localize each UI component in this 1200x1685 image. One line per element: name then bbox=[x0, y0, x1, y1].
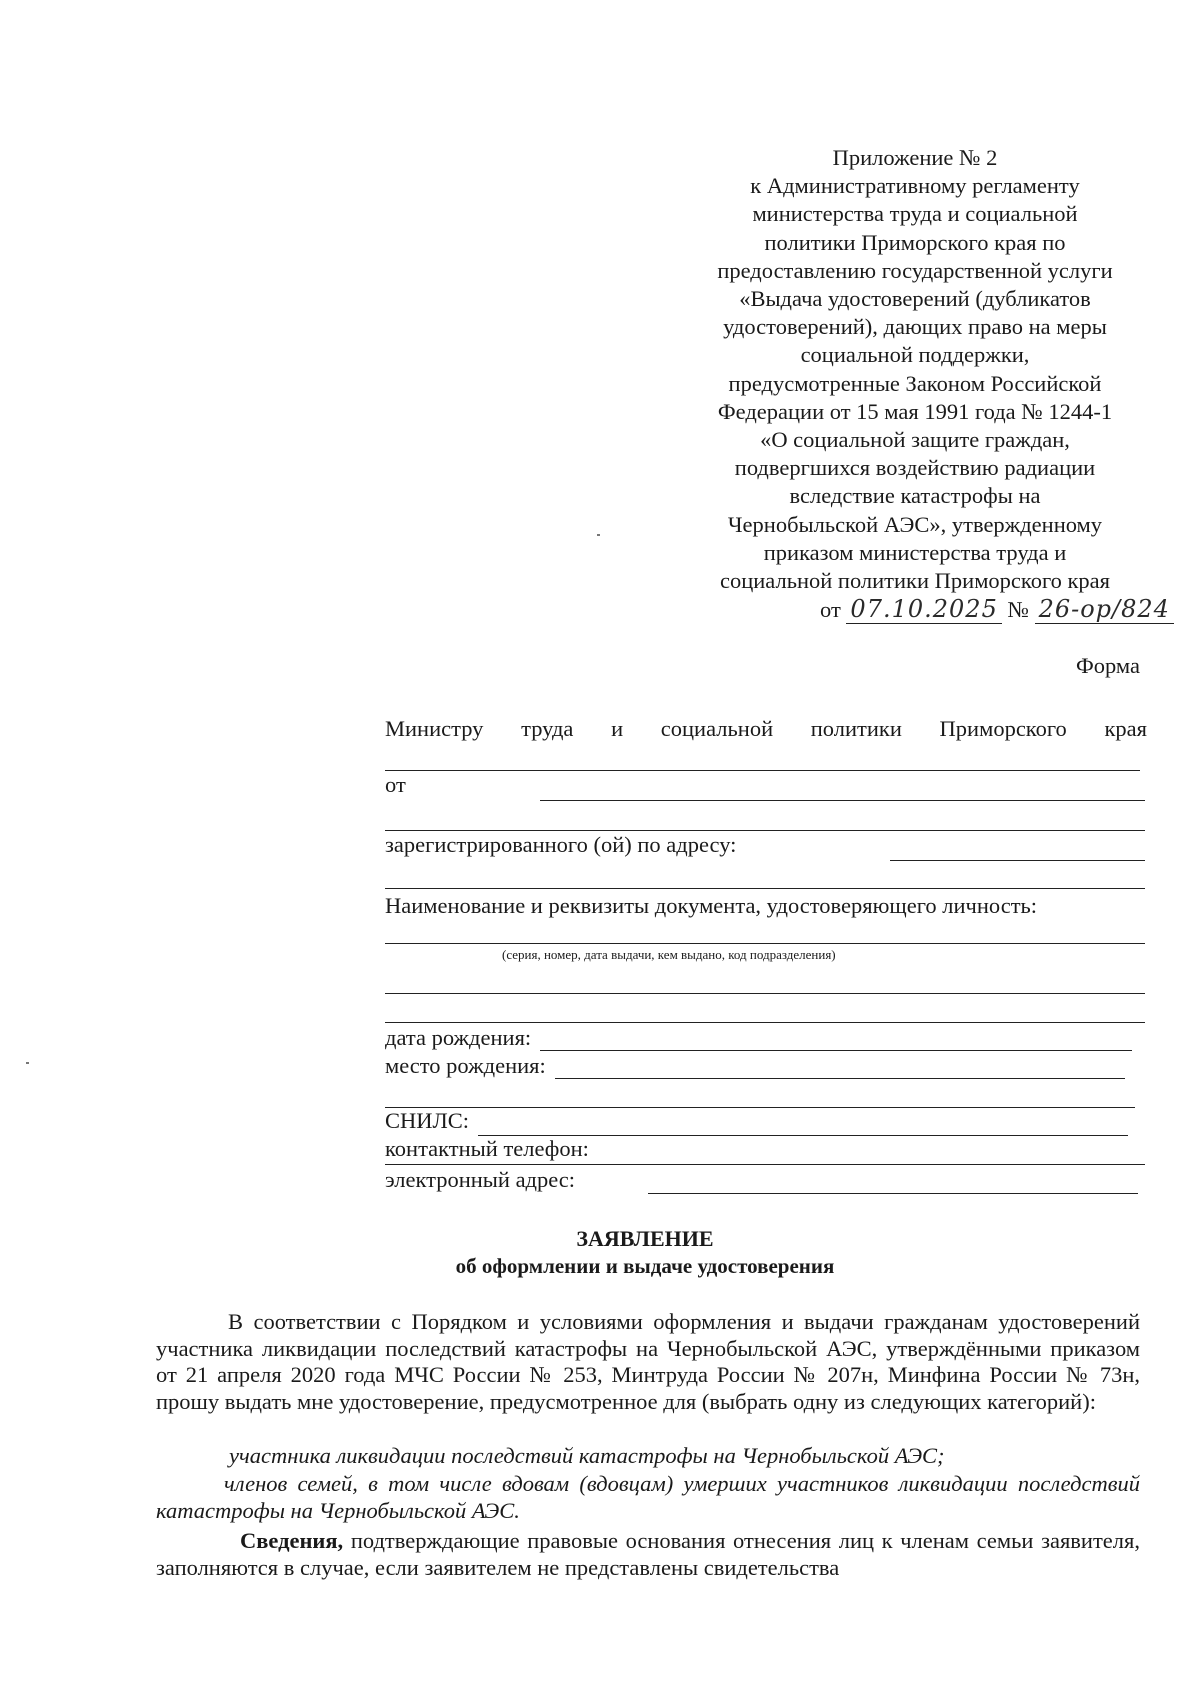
blank-line bbox=[385, 888, 1145, 889]
phone-label: контактный телефон: bbox=[385, 1136, 589, 1161]
annex-line: «О социальной защите граждан, bbox=[760, 427, 1070, 453]
addressee-word: политики bbox=[810, 716, 902, 741]
order-date-number bbox=[690, 595, 1170, 624]
annex-line: предусмотренные Законом Российской bbox=[728, 370, 1102, 396]
statement-title: ЗАЯВЛЕНИЕ bbox=[576, 1226, 714, 1251]
annex-line: Федерации от 15 мая 1991 года № 1244-1 bbox=[717, 398, 1113, 424]
scan-speck bbox=[597, 534, 600, 536]
email-label: электронный адрес: bbox=[385, 1167, 576, 1192]
statement-paragraph: В соответствии с Порядком и условиями оформления и выдачи гражданам удостоверений участника ликвидации последствий катастрофы на Чернобыльской АЭС, утверждёнными приказом от 21 апреля 2020 года МЧС России № 253, Минтруда России № 207н, Минфина России № 73н, прошу выдать мне удостоверение, предусмотренное для (выбрать одну из следующих категорий): bbox=[156, 1309, 1140, 1414]
addressee-word: и bbox=[611, 716, 624, 741]
blank-line bbox=[385, 1107, 1135, 1108]
annex-line: подвергшихся воздействию радиации bbox=[734, 455, 1096, 481]
annex-line: к Административному регламенту bbox=[750, 173, 1080, 199]
statement-subtitle: об оформлении и выдаче удостоверения bbox=[455, 1254, 835, 1278]
addressee-word: Приморского bbox=[939, 716, 1067, 741]
category-option-2: членов семей, в том числе вдовам (вдовцам) умерших участников ликвидации последствий катастрофы на Чернобыльской АЭС. bbox=[156, 1471, 1140, 1523]
birth-date-field[interactable] bbox=[540, 1050, 1132, 1051]
from-label: от bbox=[385, 772, 406, 797]
birth-place-label: место рождения: bbox=[385, 1053, 546, 1078]
addressee-title bbox=[385, 716, 1147, 742]
blank-line bbox=[385, 770, 1140, 771]
handwritten-number: 26-ор/824 bbox=[1035, 595, 1174, 624]
phone-field[interactable] bbox=[385, 1164, 1145, 1165]
id-doc-hint: (серия, номер, дата выдачи, кем выдано, код подразделения) bbox=[502, 947, 836, 962]
annex-line: политики Приморского края по bbox=[764, 229, 1066, 255]
annex-line: министерства труда и социальной bbox=[752, 201, 1078, 227]
scan-speck bbox=[26, 1062, 29, 1064]
handwritten-date: 07.10.2025 bbox=[846, 595, 1001, 624]
id-doc-field[interactable] bbox=[385, 943, 1145, 944]
annex-header bbox=[690, 144, 1170, 624]
annex-line: приказом министерства труда и bbox=[763, 539, 1067, 565]
address-label: зарегистрированного (ой) по адресу: bbox=[385, 832, 737, 857]
annex-line: «Выдача удостоверений (дубликатов bbox=[739, 286, 1091, 312]
addressee-word: труда bbox=[521, 716, 574, 741]
email-field[interactable] bbox=[648, 1193, 1138, 1194]
info-paragraph bbox=[156, 1528, 1140, 1581]
category-option-1: участника ликвидации последствий катастрофы на Чернобыльской АЭС; bbox=[229, 1443, 945, 1468]
id-doc-label: Наименование и реквизиты документа, удостоверяющего личность: bbox=[385, 893, 1038, 918]
annex-line: Чернобыльской АЭС», утвержденному bbox=[727, 511, 1103, 537]
number-prefix: № bbox=[1007, 597, 1029, 623]
annex-line: удостоверений), дающих право на меры bbox=[723, 314, 1107, 340]
annex-line: предоставлению государственной услуги bbox=[717, 257, 1113, 283]
birth-date-label: дата рождения: bbox=[385, 1025, 532, 1050]
addressee-word: социальной bbox=[660, 716, 774, 741]
blank-line bbox=[385, 993, 1145, 994]
annex-line: социальной поддержки, bbox=[800, 342, 1030, 368]
annex-line: Приложение № 2 bbox=[832, 145, 998, 170]
blank-line bbox=[385, 830, 1145, 831]
addressee-word: Министру bbox=[385, 716, 484, 741]
addressee-word: края bbox=[1104, 716, 1147, 741]
annex-line: вследствие катастрофы на bbox=[789, 483, 1041, 509]
info-bold: Сведения, bbox=[240, 1528, 344, 1553]
info-rest: подтверждающие правовые основания отнесения лиц к членам семьи заявителя, заполняются в случае, если заявителем не представлены свидетельства bbox=[156, 1528, 1140, 1580]
blank-line bbox=[385, 1022, 1145, 1023]
address-field[interactable] bbox=[890, 860, 1145, 861]
annex-line: социальной политики Приморского края bbox=[719, 568, 1111, 594]
form-label: Форма bbox=[1075, 653, 1140, 678]
birth-place-field[interactable] bbox=[555, 1078, 1125, 1079]
date-prefix: от bbox=[820, 597, 841, 623]
from-field[interactable] bbox=[540, 800, 1145, 801]
snils-label: СНИЛС: bbox=[385, 1108, 470, 1133]
